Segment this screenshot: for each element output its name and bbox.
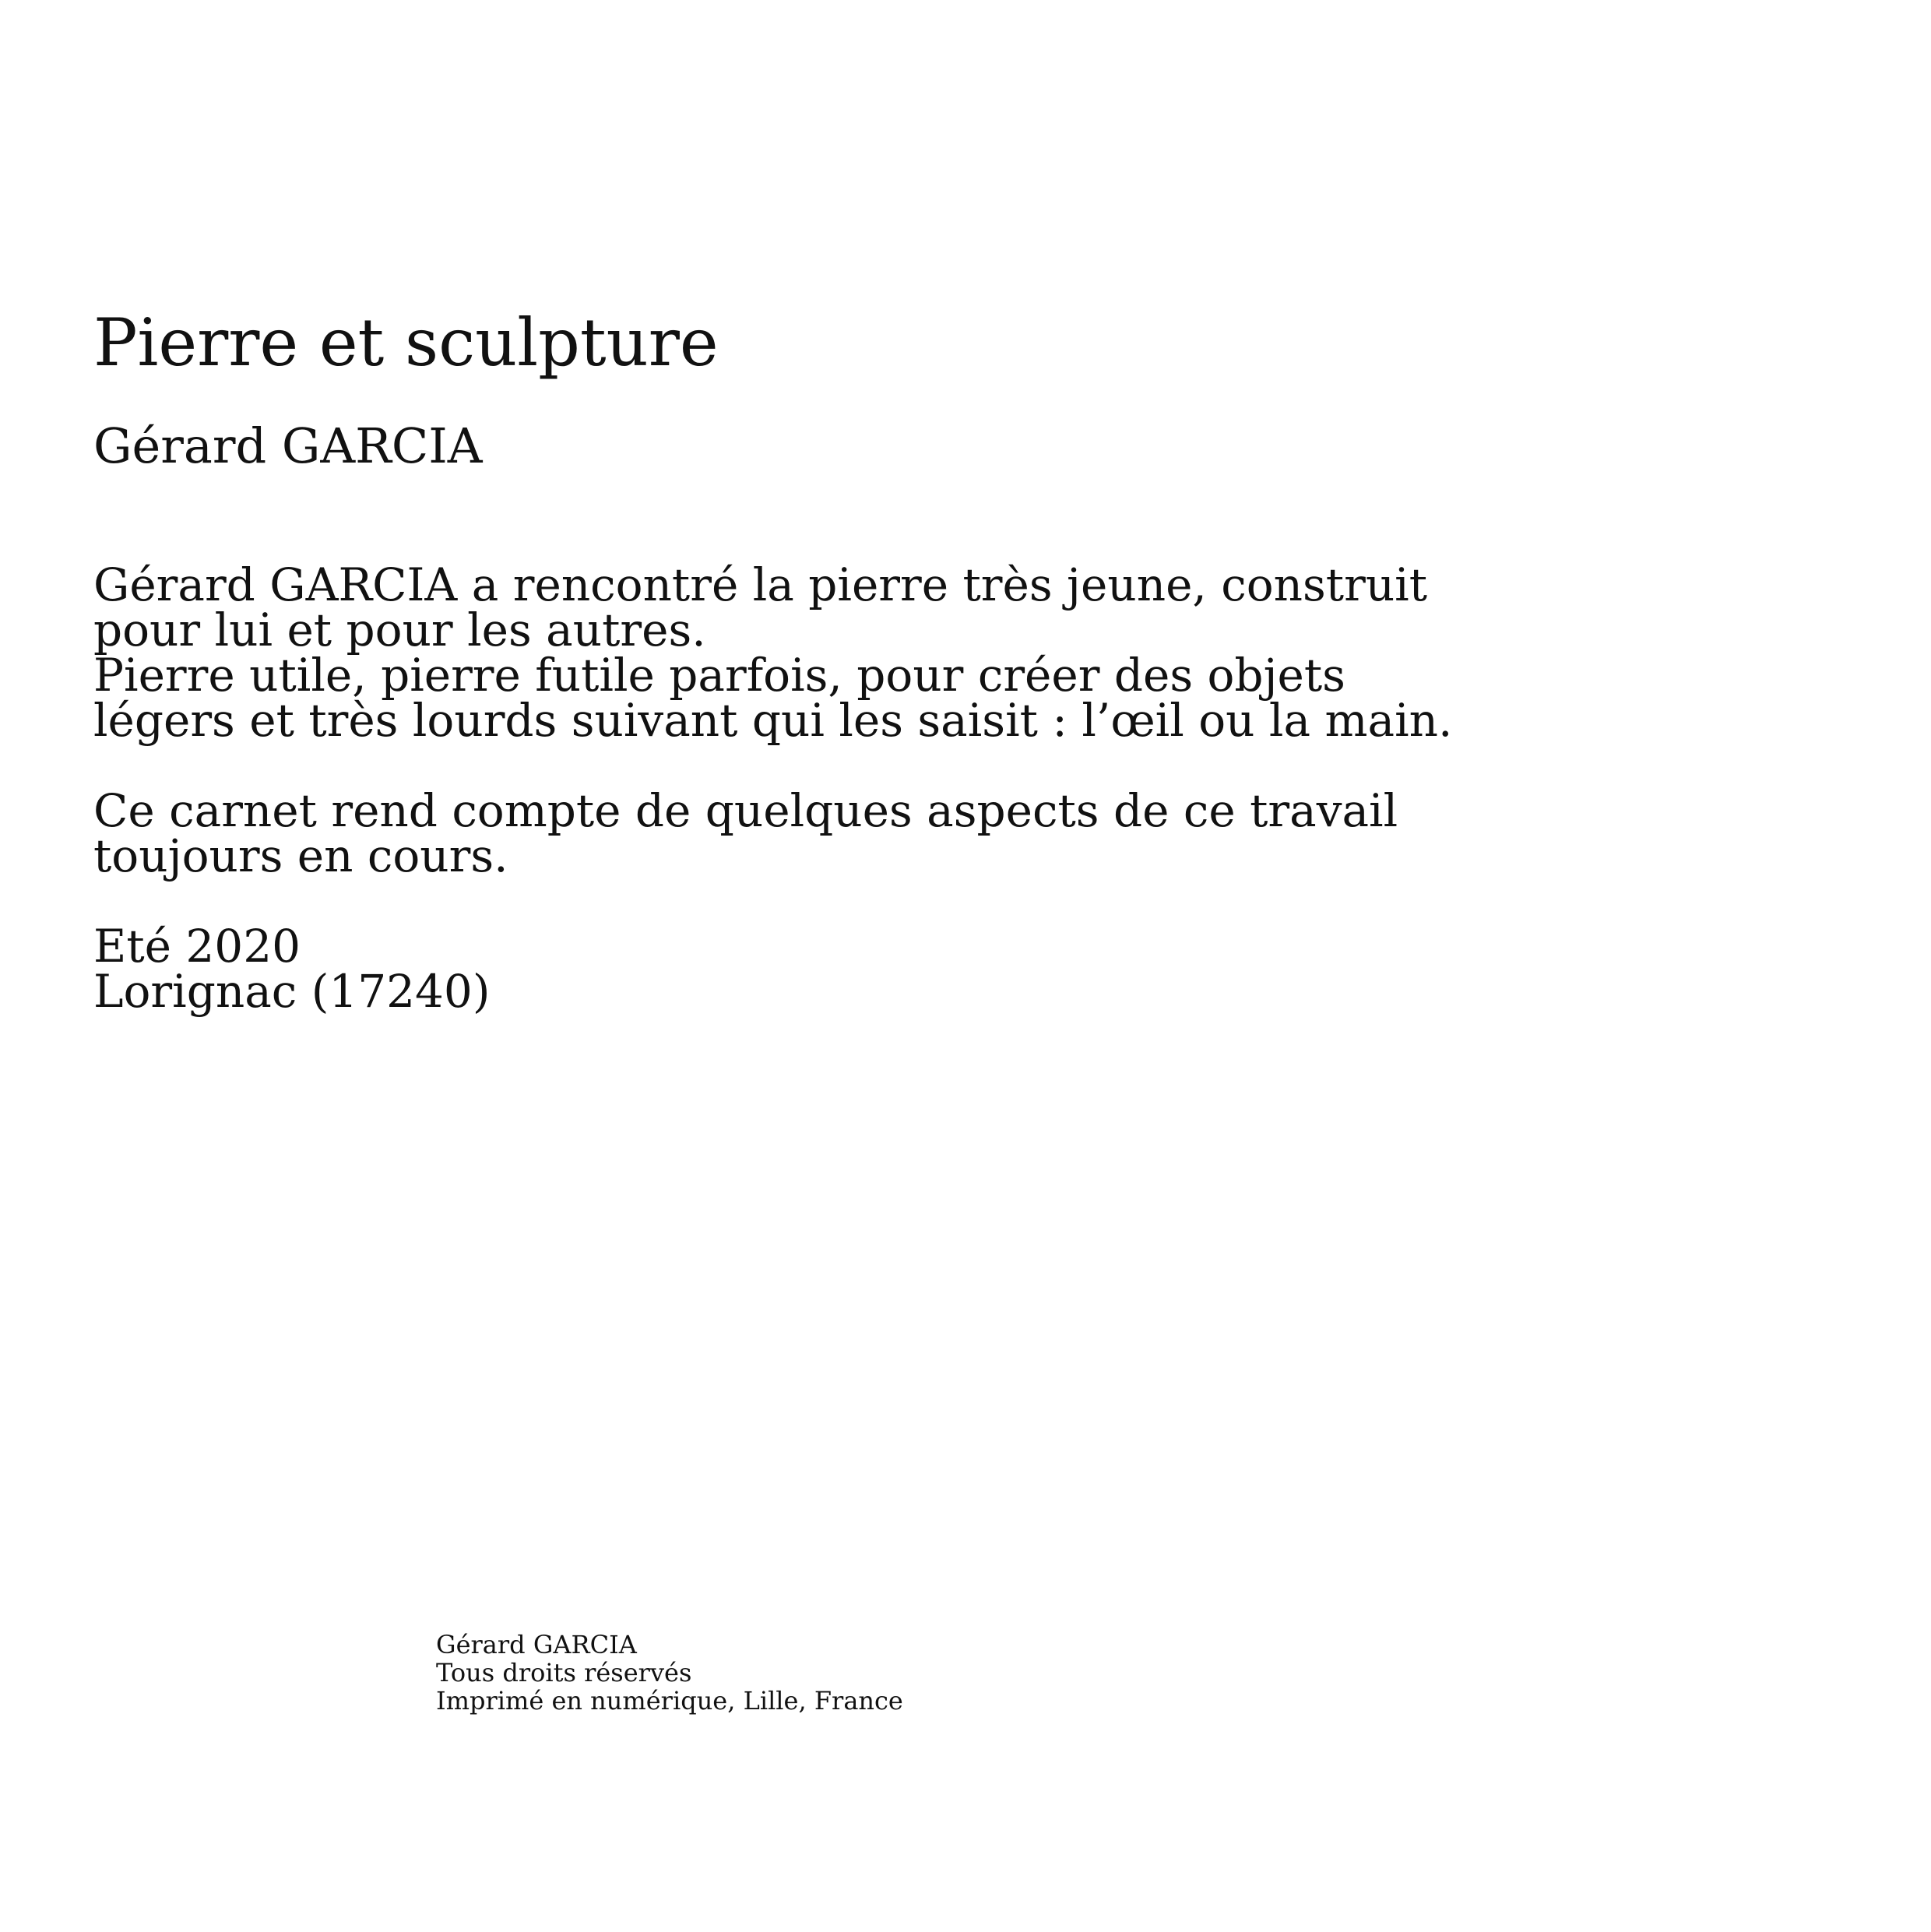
author-name: Gérard GARCIA	[93, 417, 483, 474]
intro-line: Gérard GARCIA a rencontré la pierre très jeune, construit	[93, 558, 1428, 611]
intro-line: Ce carnet rend compte de quelques aspects de ce travail	[93, 784, 1398, 837]
book-title: Pierre et sculpture	[93, 304, 719, 381]
signature-date: Eté 2020	[93, 920, 301, 973]
imprint-printing: Imprimé en numérique, Lille, France	[436, 1686, 903, 1716]
introduction-text	[93, 558, 1495, 1018]
paragraph-gap	[93, 878, 1495, 924]
imprint-block	[436, 1631, 903, 1715]
intro-line: légers et très lourds suivant qui les saisit : l’œil ou la main.	[93, 694, 1453, 747]
intro-line: pour lui et pour les autres.	[93, 604, 706, 656]
imprint-author: Gérard GARCIA	[436, 1630, 637, 1659]
intro-line: toujours en cours.	[93, 829, 508, 882]
imprint-rights: Tous droits réservés	[436, 1658, 692, 1687]
signature-place: Lorignac (17240)	[93, 965, 491, 1018]
paragraph-gap	[93, 743, 1495, 788]
intro-line: Pierre utile, pierre futile parfois, pour créer des objets	[93, 649, 1345, 702]
